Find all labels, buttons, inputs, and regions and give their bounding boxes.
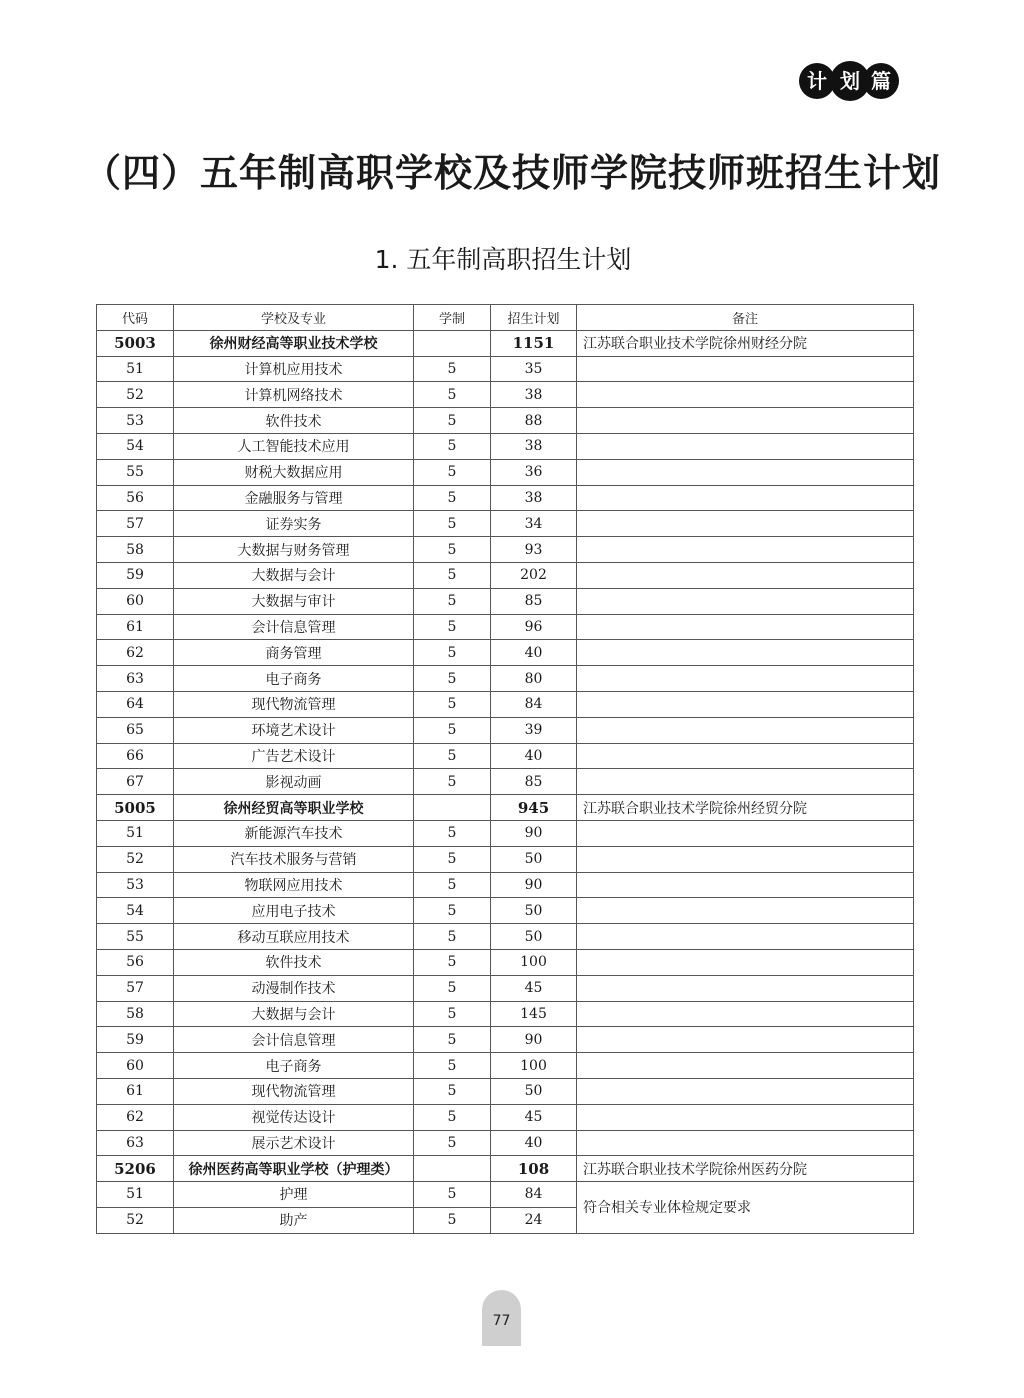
major-name: 证券实务 xyxy=(174,511,414,537)
major-plan: 39 xyxy=(491,717,577,743)
major-name: 软件技术 xyxy=(174,408,414,434)
major-years: 5 xyxy=(414,588,491,614)
major-remark xyxy=(577,691,914,717)
major-remark xyxy=(577,1001,914,1027)
major-plan: 38 xyxy=(491,382,577,408)
school-code: 5005 xyxy=(97,795,174,821)
major-code: 57 xyxy=(97,511,174,537)
major-plan: 50 xyxy=(491,846,577,872)
major-name: 电子商务 xyxy=(174,666,414,692)
table-row xyxy=(97,640,914,666)
major-years: 5 xyxy=(414,640,491,666)
major-years: 5 xyxy=(414,382,491,408)
header-remark: 备注 xyxy=(577,305,914,331)
chapter-badge xyxy=(799,63,899,101)
major-remark xyxy=(577,820,914,846)
table-row xyxy=(97,743,914,769)
major-code: 54 xyxy=(97,898,174,924)
major-plan: 84 xyxy=(491,691,577,717)
major-name: 视觉传达设计 xyxy=(174,1104,414,1130)
major-years: 5 xyxy=(414,666,491,692)
major-remark xyxy=(577,562,914,588)
major-code: 58 xyxy=(97,1001,174,1027)
major-years: 5 xyxy=(414,562,491,588)
major-name: 广告艺术设计 xyxy=(174,743,414,769)
major-code: 60 xyxy=(97,588,174,614)
major-years: 5 xyxy=(414,1053,491,1079)
table-row xyxy=(97,769,914,795)
major-code: 59 xyxy=(97,1027,174,1053)
major-code: 56 xyxy=(97,485,174,511)
major-name: 人工智能技术应用 xyxy=(174,433,414,459)
table-row xyxy=(97,1027,914,1053)
header-plan: 招生计划 xyxy=(491,305,577,331)
major-name: 移动互联应用技术 xyxy=(174,924,414,950)
header-years: 学制 xyxy=(414,305,491,331)
major-code: 61 xyxy=(97,614,174,640)
major-name: 软件技术 xyxy=(174,949,414,975)
major-name: 影视动画 xyxy=(174,769,414,795)
school-row xyxy=(97,330,914,356)
school-row xyxy=(97,795,914,821)
major-plan: 36 xyxy=(491,459,577,485)
school-row xyxy=(97,1156,914,1182)
major-remark xyxy=(577,975,914,1001)
table-row xyxy=(97,691,914,717)
major-code: 60 xyxy=(97,1053,174,1079)
major-remark xyxy=(577,485,914,511)
major-name: 护理 xyxy=(174,1182,414,1208)
major-remark xyxy=(577,924,914,950)
major-name: 会计信息管理 xyxy=(174,1027,414,1053)
page-number: 77 xyxy=(482,1290,521,1346)
major-code: 63 xyxy=(97,1130,174,1156)
major-plan: 90 xyxy=(491,1027,577,1053)
major-plan: 85 xyxy=(491,588,577,614)
major-remark xyxy=(577,511,914,537)
table-row xyxy=(97,1001,914,1027)
major-plan: 50 xyxy=(491,924,577,950)
major-years: 5 xyxy=(414,1001,491,1027)
table-row xyxy=(97,1182,914,1208)
major-code: 62 xyxy=(97,640,174,666)
major-name: 金融服务与管理 xyxy=(174,485,414,511)
major-years: 5 xyxy=(414,743,491,769)
table-row xyxy=(97,872,914,898)
major-years: 5 xyxy=(414,769,491,795)
major-name: 助产 xyxy=(174,1207,414,1233)
major-code: 52 xyxy=(97,382,174,408)
major-remark xyxy=(577,743,914,769)
major-name: 现代物流管理 xyxy=(174,1078,414,1104)
major-plan: 93 xyxy=(491,537,577,563)
major-years: 5 xyxy=(414,691,491,717)
table-row xyxy=(97,511,914,537)
major-remark xyxy=(577,872,914,898)
table-row xyxy=(97,1130,914,1156)
table-header-row xyxy=(97,305,914,331)
major-name: 大数据与财务管理 xyxy=(174,537,414,563)
major-years: 5 xyxy=(414,459,491,485)
table-row xyxy=(97,562,914,588)
school-years xyxy=(414,330,491,356)
major-years: 5 xyxy=(414,485,491,511)
major-remark xyxy=(577,1027,914,1053)
major-remark xyxy=(577,382,914,408)
enrollment-plan-table xyxy=(96,304,914,1234)
major-remark xyxy=(577,949,914,975)
badge-char: 计 xyxy=(799,63,835,99)
major-remark xyxy=(577,356,914,382)
major-name: 新能源汽车技术 xyxy=(174,820,414,846)
major-remark xyxy=(577,717,914,743)
major-code: 62 xyxy=(97,1104,174,1130)
school-remark: 江苏联合职业技术学院徐州经贸分院 xyxy=(577,795,914,821)
major-years: 5 xyxy=(414,1207,491,1233)
major-code: 59 xyxy=(97,562,174,588)
major-code: 66 xyxy=(97,743,174,769)
table-row xyxy=(97,537,914,563)
major-remark xyxy=(577,408,914,434)
major-plan: 40 xyxy=(491,743,577,769)
major-name: 展示艺术设计 xyxy=(174,1130,414,1156)
major-name: 计算机网络技术 xyxy=(174,382,414,408)
table-row xyxy=(97,949,914,975)
table-row xyxy=(97,975,914,1001)
major-plan: 100 xyxy=(491,1053,577,1079)
major-code: 64 xyxy=(97,691,174,717)
major-years: 5 xyxy=(414,433,491,459)
major-remark xyxy=(577,1130,914,1156)
school-plan: 108 xyxy=(491,1156,577,1182)
school-years xyxy=(414,1156,491,1182)
major-remark xyxy=(577,846,914,872)
major-remark xyxy=(577,537,914,563)
table-row xyxy=(97,382,914,408)
major-remark xyxy=(577,614,914,640)
major-plan: 100 xyxy=(491,949,577,975)
major-years: 5 xyxy=(414,1130,491,1156)
major-name: 财税大数据应用 xyxy=(174,459,414,485)
major-plan: 88 xyxy=(491,408,577,434)
school-plan: 1151 xyxy=(491,330,577,356)
major-code: 58 xyxy=(97,537,174,563)
table-row xyxy=(97,666,914,692)
major-code: 51 xyxy=(97,1182,174,1208)
major-code: 55 xyxy=(97,924,174,950)
section-subtitle: 1. 五年制高职招生计划 xyxy=(374,245,632,274)
major-years: 5 xyxy=(414,356,491,382)
major-code: 53 xyxy=(97,872,174,898)
school-code: 5003 xyxy=(97,330,174,356)
major-years: 5 xyxy=(414,537,491,563)
table-row xyxy=(97,485,914,511)
major-plan: 84 xyxy=(491,1182,577,1208)
major-code: 67 xyxy=(97,769,174,795)
major-years: 5 xyxy=(414,1027,491,1053)
major-remark xyxy=(577,459,914,485)
major-years: 5 xyxy=(414,408,491,434)
major-plan: 35 xyxy=(491,356,577,382)
major-years: 5 xyxy=(414,949,491,975)
table-row xyxy=(97,1053,914,1079)
major-remark xyxy=(577,588,914,614)
major-plan: 145 xyxy=(491,1001,577,1027)
table-row xyxy=(97,898,914,924)
school-years xyxy=(414,795,491,821)
table-body xyxy=(97,330,914,1233)
table-row xyxy=(97,356,914,382)
major-code: 57 xyxy=(97,975,174,1001)
major-plan: 24 xyxy=(491,1207,577,1233)
major-years: 5 xyxy=(414,898,491,924)
major-name: 物联网应用技术 xyxy=(174,872,414,898)
major-code: 61 xyxy=(97,1078,174,1104)
major-years: 5 xyxy=(414,511,491,537)
badge-char: 划 xyxy=(830,61,870,101)
table-row xyxy=(97,820,914,846)
major-remark xyxy=(577,769,914,795)
major-code: 55 xyxy=(97,459,174,485)
table-row xyxy=(97,846,914,872)
major-plan: 96 xyxy=(491,614,577,640)
table-row xyxy=(97,717,914,743)
major-plan: 38 xyxy=(491,433,577,459)
school-remark: 江苏联合职业技术学院徐州医药分院 xyxy=(577,1156,914,1182)
table-row xyxy=(97,1104,914,1130)
major-name: 计算机应用技术 xyxy=(174,356,414,382)
major-plan: 202 xyxy=(491,562,577,588)
school-code: 5206 xyxy=(97,1156,174,1182)
major-years: 5 xyxy=(414,924,491,950)
major-plan: 90 xyxy=(491,820,577,846)
major-code: 51 xyxy=(97,820,174,846)
major-remark xyxy=(577,1104,914,1130)
major-name: 汽车技术服务与营销 xyxy=(174,846,414,872)
major-code: 51 xyxy=(97,356,174,382)
major-code: 52 xyxy=(97,1207,174,1233)
major-years: 5 xyxy=(414,717,491,743)
major-years: 5 xyxy=(414,872,491,898)
page-title: （四）五年制高职学校及技师学院技师班招生计划 xyxy=(82,151,941,195)
table-row xyxy=(97,614,914,640)
major-plan: 34 xyxy=(491,511,577,537)
major-plan: 50 xyxy=(491,898,577,924)
major-plan: 40 xyxy=(491,1130,577,1156)
major-code: 53 xyxy=(97,408,174,434)
major-years: 5 xyxy=(414,614,491,640)
header-code: 代码 xyxy=(97,305,174,331)
major-code: 56 xyxy=(97,949,174,975)
major-years: 5 xyxy=(414,1078,491,1104)
major-plan: 45 xyxy=(491,1104,577,1130)
header-school-major: 学校及专业 xyxy=(174,305,414,331)
major-years: 5 xyxy=(414,846,491,872)
school-name: 徐州医药高等职业学校（护理类） xyxy=(174,1156,414,1182)
table-row xyxy=(97,588,914,614)
major-name: 大数据与审计 xyxy=(174,588,414,614)
major-remark xyxy=(577,433,914,459)
major-name: 应用电子技术 xyxy=(174,898,414,924)
major-plan: 50 xyxy=(491,1078,577,1104)
table-row xyxy=(97,459,914,485)
major-plan: 38 xyxy=(491,485,577,511)
major-name: 现代物流管理 xyxy=(174,691,414,717)
major-plan: 90 xyxy=(491,872,577,898)
major-name: 电子商务 xyxy=(174,1053,414,1079)
major-plan: 80 xyxy=(491,666,577,692)
major-code: 54 xyxy=(97,433,174,459)
school-remark: 江苏联合职业技术学院徐州财经分院 xyxy=(577,330,914,356)
major-years: 5 xyxy=(414,975,491,1001)
major-name: 环境艺术设计 xyxy=(174,717,414,743)
major-years: 5 xyxy=(414,820,491,846)
major-remark xyxy=(577,640,914,666)
major-plan: 45 xyxy=(491,975,577,1001)
major-code: 52 xyxy=(97,846,174,872)
school-name: 徐州经贸高等职业学校 xyxy=(174,795,414,821)
major-name: 大数据与会计 xyxy=(174,1001,414,1027)
major-name: 会计信息管理 xyxy=(174,614,414,640)
table-row xyxy=(97,433,914,459)
major-name: 动漫制作技术 xyxy=(174,975,414,1001)
major-plan: 85 xyxy=(491,769,577,795)
major-code: 65 xyxy=(97,717,174,743)
school-plan: 945 xyxy=(491,795,577,821)
major-years: 5 xyxy=(414,1182,491,1208)
major-remark xyxy=(577,1053,914,1079)
badge-char: 篇 xyxy=(863,63,899,99)
table-row xyxy=(97,924,914,950)
major-years: 5 xyxy=(414,1104,491,1130)
table-row xyxy=(97,408,914,434)
major-remark xyxy=(577,1078,914,1104)
major-plan: 40 xyxy=(491,640,577,666)
major-name: 商务管理 xyxy=(174,640,414,666)
table-row xyxy=(97,1078,914,1104)
school-name: 徐州财经高等职业技术学校 xyxy=(174,330,414,356)
major-code: 63 xyxy=(97,666,174,692)
major-remark xyxy=(577,666,914,692)
major-name: 大数据与会计 xyxy=(174,562,414,588)
major-remark xyxy=(577,898,914,924)
major-remark: 符合相关专业体检规定要求 xyxy=(577,1182,914,1234)
